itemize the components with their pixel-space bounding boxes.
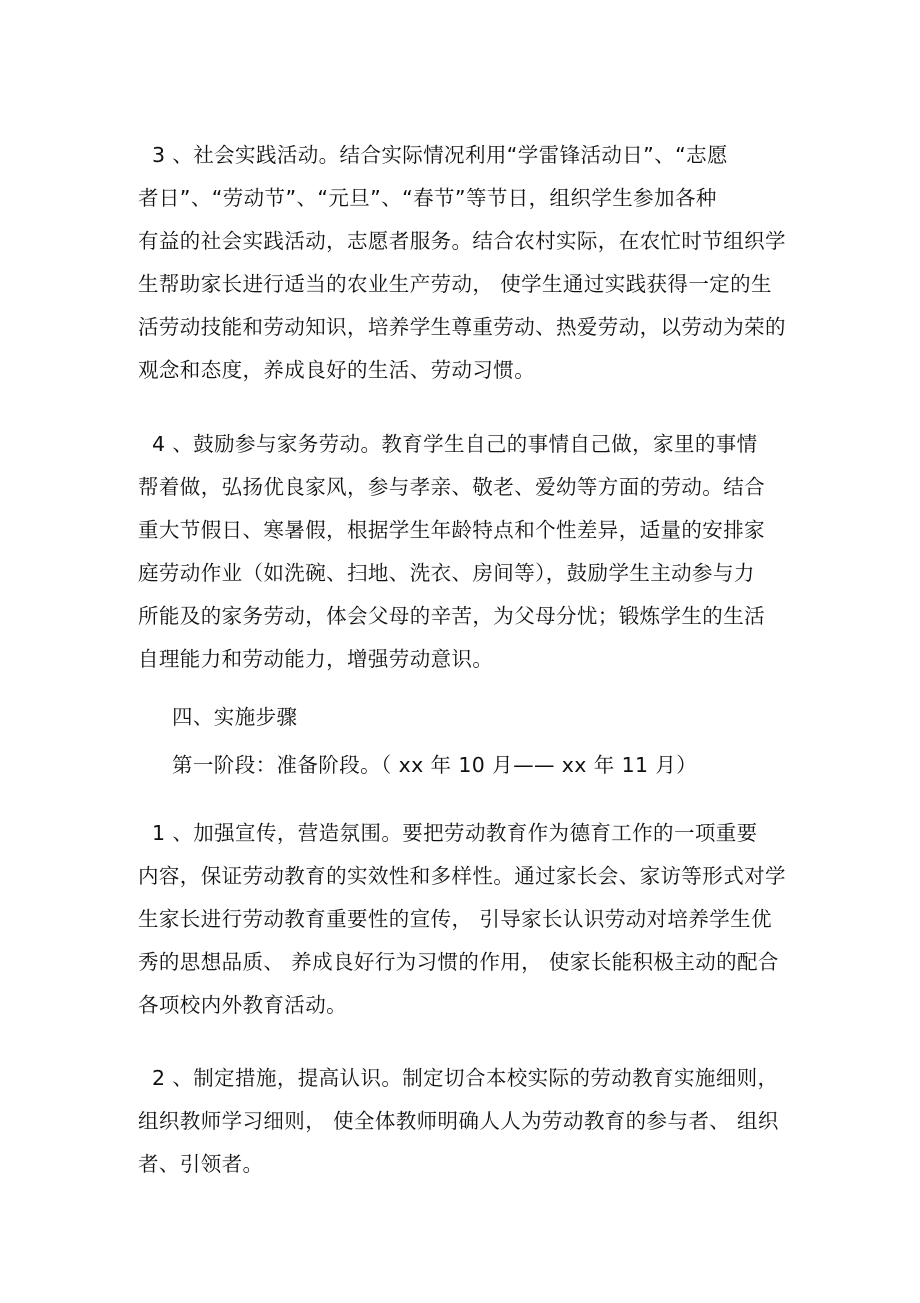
paragraph-line: 1 、加强宣传，营造氛围。要把劳动教育作为德育工作的一项重要 [152,821,758,845]
section-heading [138,696,788,739]
paragraph-line: 组织教师学习细则， 使全体教师明确人人为劳动教育的参与者、 组织 [138,1109,779,1133]
paragraph-line: 内容，保证劳动教育的实效性和多样性。通过家长会、家访等形式对学 [138,864,786,888]
paragraph-measures [138,1057,788,1186]
paragraph-line: 3 、社会实践活动。结合实际情况利用“学雷锋活动日”、“志愿 [152,143,728,167]
paragraph-line: 所能及的家务劳动，体会父母的辛苦，为父母分忧；锻炼学生的生活 [138,604,765,628]
stage-heading [138,744,788,787]
paragraph-line: 重大节假日、寒暑假，根据学生年龄特点和个性差异，适量的安排家 [138,518,765,542]
paragraph-publicity [138,812,788,1027]
section-title: 四、实施步骤 [172,705,298,729]
paragraph-line: 生家长进行劳动教育重要性的宣传， 引导家长认识劳动对培养学生优 [138,907,772,931]
paragraph-line: 者、引领者。 [138,1152,264,1176]
paragraph-line: 秀的思想品质、 养成良好行为习惯的作用， 使家长能积极主动的配合 [138,950,779,974]
paragraph-line: 帮着做，弘扬优良家风，参与孝亲、敬老、爱幼等方面的劳动。结合 [138,475,765,499]
paragraph-line: 生帮助家长进行适当的农业生产劳动， 使学生通过实践获得一定的生 [138,272,772,296]
paragraph-line: 2 、制定措施，提高认识。制定切合本校实际的劳动教育实施细则， [152,1066,779,1090]
paragraph-line: 自理能力和劳动能力，增强劳动意识。 [138,647,494,671]
paragraph-line: 者日”、“劳动节”、“元旦”、“春节”等节日，组织学生参加各种 [138,186,717,210]
stage-title: 第一阶段：准备阶段。（ xx 年 10 月—— xx 年 11 月） [172,753,698,777]
paragraph-line: 观念和态度，养成良好的生活、劳动习惯。 [138,358,536,382]
paragraph-line: 有益的社会实践活动，志愿者服务。结合农村实际，在农忙时节组织学 [138,229,786,253]
paragraph-line: 各项校内外教育活动。 [138,993,347,1017]
paragraph-housework [138,423,788,681]
paragraph-line: 活劳动技能和劳动知识，培养学生尊重劳动、热爱劳动，以劳动为荣的 [138,315,786,339]
paragraph-line: 4 、鼓励参与家务劳动。教育学生自己的事情自己做，家里的事情 [152,432,758,456]
paragraph-social-practice [138,134,788,392]
paragraph-line: 庭劳动作业（如洗碗、扫地、洗衣、房间等），鼓励学生主动参与力 [138,561,755,585]
